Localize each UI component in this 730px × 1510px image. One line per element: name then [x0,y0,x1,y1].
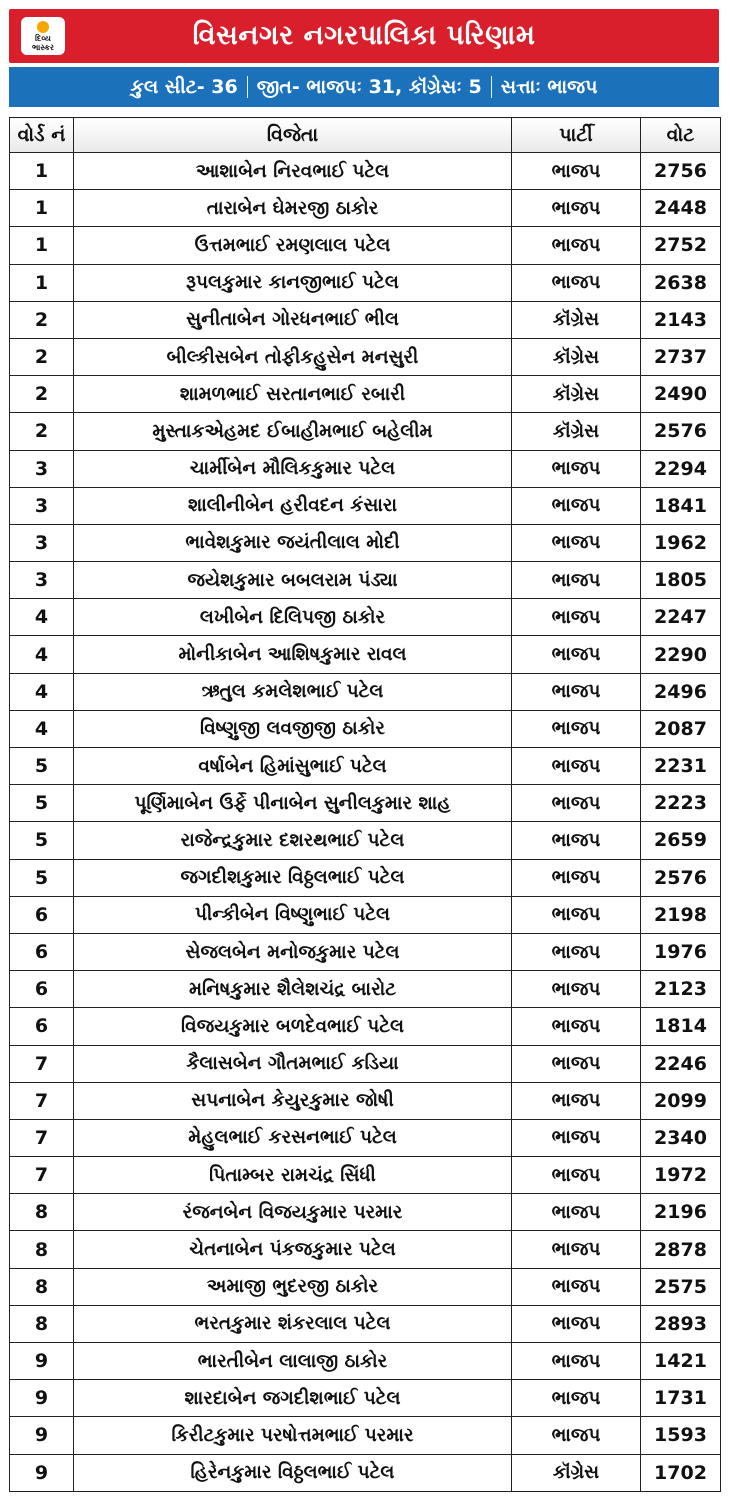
winner-name-cell: રૂપલકુમાર કાનજીભાઈ પટેલ [74,264,512,301]
ward-cell: 4 [10,636,74,673]
party-cell: ભાજપ [512,785,641,822]
table-row [10,1268,721,1305]
votes-cell: 1805 [641,562,721,599]
table-header-row [10,118,721,153]
results-table [9,117,721,1492]
winner-name-cell: લખીબેન દિલિપજી ઠાકોર [74,599,512,636]
party-cell: ભાજપ [512,227,641,264]
ward-cell: 8 [10,1268,74,1305]
table-row [10,1305,721,1342]
table-row [10,301,721,338]
votes-cell: 2246 [641,1045,721,1082]
votes-cell: 1976 [641,933,721,970]
winner-name-cell: ભરતકુમાર શંકરલાલ પટેલ [74,1305,512,1342]
winner-name-cell: વર્ષાબેન હિમાંસુભાઈ પટેલ [74,748,512,785]
party-cell: ભાજપ [512,896,641,933]
votes-cell: 1972 [641,1157,721,1194]
votes-cell: 2756 [641,153,721,190]
table-row [10,153,721,190]
votes-cell: 2893 [641,1305,721,1342]
ward-cell: 4 [10,710,74,747]
ward-cell: 8 [10,1231,74,1268]
party-cell: ભાજપ [512,599,641,636]
table-row [10,1231,721,1268]
divider [247,76,248,98]
party-cell: ભાજપ [512,1343,641,1380]
winner-name-cell: બીલ્કીસબેન તોફીકહુસેન મનસુરી [74,338,512,375]
party-cell: ભાજપ [512,1305,641,1342]
votes-cell: 2198 [641,896,721,933]
winner-name-cell: સેજલબેન મનોજકુમાર પટેલ [74,933,512,970]
party-cell: ભાજપ [512,1194,641,1231]
votes-cell: 2496 [641,673,721,710]
ward-cell: 5 [10,859,74,896]
winner-name-cell: કિરીટકુમાર પરષોત્તમભાઈ પરમાર [74,1417,512,1454]
party-cell: ભાજપ [512,1231,641,1268]
votes-cell: 2087 [641,710,721,747]
ward-cell: 3 [10,562,74,599]
table-row [10,264,721,301]
votes-cell: 2575 [641,1268,721,1305]
table-row [10,450,721,487]
winner-name-cell: તારાબેન ઘેમરજી ઠાકોર [74,190,512,227]
winner-name-cell: સપનાબેન કેયુરકુમાર જોષી [74,1082,512,1119]
winner-name-cell: ઉત્તમભાઈ રમણલાલ પટેલ [74,227,512,264]
table-body [10,153,721,1492]
ward-cell: 1 [10,264,74,301]
table-row [10,1008,721,1045]
votes-cell: 2878 [641,1231,721,1268]
table-row [10,785,721,822]
party-cell: ભાજપ [512,1119,641,1156]
ward-cell: 5 [10,748,74,785]
winner-name-cell: જગદીશકુમાર વિઠ્ઠલભાઈ પટેલ [74,859,512,896]
column-header-ward: વોર્ડ નં [10,118,74,153]
table-row [10,524,721,561]
summary-bar [9,67,719,107]
table-row [10,1194,721,1231]
table-row [10,1045,721,1082]
party-cell: ભાજપ [512,1417,641,1454]
winner-name-cell: અમાજી ભુદરજી ઠાકોર [74,1268,512,1305]
ward-cell: 4 [10,673,74,710]
table-row [10,599,721,636]
party-cell: કૉંગ્રેસ [512,338,641,375]
power-party: સત્તાઃ ભાજપ [500,76,598,98]
ward-cell: 8 [10,1305,74,1342]
table-row [10,748,721,785]
votes-cell: 2576 [641,413,721,450]
ward-cell: 5 [10,785,74,822]
ward-cell: 7 [10,1119,74,1156]
winner-name-cell: ચેતનાબેન પંકજકુમાર પટેલ [74,1231,512,1268]
ward-cell: 4 [10,599,74,636]
divider [491,76,492,98]
votes-cell: 2752 [641,227,721,264]
column-header-votes: વોટ [641,118,721,153]
winner-name-cell: મોનીકાબેન આશિષકુમાર રાવલ [74,636,512,673]
votes-cell: 2196 [641,1194,721,1231]
votes-cell: 1731 [641,1380,721,1417]
table-row [10,822,721,859]
party-cell: કૉંગ્રેસ [512,301,641,338]
table-row [10,1157,721,1194]
votes-cell: 2231 [641,748,721,785]
winner-name-cell: મનિષકુમાર શૈલેશચંદ્ર બારોટ [74,971,512,1008]
winner-name-cell: સુનીતાબેન ગોરધનભાઈ ભીલ [74,301,512,338]
party-cell: ભાજપ [512,487,641,524]
votes-cell: 2659 [641,822,721,859]
party-cell: ભાજપ [512,264,641,301]
winner-name-cell: કૈલાસબેન ગૌતમભાઈ કડિયા [74,1045,512,1082]
votes-cell: 2294 [641,450,721,487]
ward-cell: 1 [10,153,74,190]
logo-text-line2: ભાસ્કર [31,42,55,52]
ward-cell: 3 [10,450,74,487]
party-cell: ભાજપ [512,562,641,599]
winner-name-cell: પૂર્ણિમાબેન ઉર્ફે પીનાબેન સુનીલકુમાર શાહ [74,785,512,822]
total-seats: કુલ સીટ- 36 [130,76,238,98]
votes-cell: 1421 [641,1343,721,1380]
table-row [10,562,721,599]
party-cell: ભાજપ [512,1380,641,1417]
votes-cell: 2143 [641,301,721,338]
winner-name-cell: રંજનબેન વિજયકુમાર પરમાર [74,1194,512,1231]
party-cell: ભાજપ [512,1008,641,1045]
ward-cell: 8 [10,1194,74,1231]
divya-bhaskar-logo [21,17,65,55]
winner-name-cell: શારદાબેન જગદીશભાઈ પટેલ [74,1380,512,1417]
winner-name-cell: વિષ્ણુજી લવજીજી ઠાકોર [74,710,512,747]
ward-cell: 3 [10,524,74,561]
votes-cell: 2576 [641,859,721,896]
votes-cell: 2638 [641,264,721,301]
table-row [10,636,721,673]
ward-cell: 2 [10,376,74,413]
party-cell: કૉંગ્રેસ [512,413,641,450]
table-row [10,190,721,227]
winner-name-cell: મુસ્તાકએહમદ ઈબાહીમભાઈ બહેલીમ [74,413,512,450]
winner-name-cell: ભાવેશકુમાર જયંતીલાલ મોદી [74,524,512,561]
ward-cell: 3 [10,487,74,524]
winner-name-cell: મેહુલભાઈ કરસનભાઈ પટેલ [74,1119,512,1156]
table-row [10,487,721,524]
ward-cell: 9 [10,1417,74,1454]
winner-name-cell: ભારતીબેન લાલાજી ઠાકોર [74,1343,512,1380]
table-row [10,1082,721,1119]
table-row [10,1417,721,1454]
winner-name-cell: વિજયકુમાર બળદેવભાઈ પટેલ [74,1008,512,1045]
party-cell: ભાજપ [512,710,641,747]
table-row [10,1454,721,1491]
ward-cell: 1 [10,190,74,227]
votes-cell: 2247 [641,599,721,636]
table-row [10,376,721,413]
sun-icon [37,21,49,33]
votes-cell: 1841 [641,487,721,524]
table-row [10,227,721,264]
party-cell: ભાજપ [512,153,641,190]
votes-cell: 1962 [641,524,721,561]
winner-name-cell: આશાબેન નિરવભાઈ પટેલ [74,153,512,190]
party-cell: ભાજપ [512,971,641,1008]
party-cell: ભાજપ [512,190,641,227]
table-row [10,971,721,1008]
ward-cell: 2 [10,338,74,375]
table-row [10,1119,721,1156]
votes-cell: 2123 [641,971,721,1008]
table-row [10,338,721,375]
table-row [10,413,721,450]
votes-cell: 1702 [641,1454,721,1491]
party-cell: ભાજપ [512,748,641,785]
table-row [10,1380,721,1417]
table-row [10,710,721,747]
column-header-party: પાર્ટી [512,118,641,153]
winner-name-cell: ઋતુલ કમલેશભાઈ પટેલ [74,673,512,710]
votes-cell: 2737 [641,338,721,375]
ward-cell: 9 [10,1343,74,1380]
votes-cell: 2448 [641,190,721,227]
party-cell: ભાજપ [512,859,641,896]
votes-cell: 1814 [641,1008,721,1045]
votes-cell: 2290 [641,636,721,673]
party-cell: ભાજપ [512,636,641,673]
ward-cell: 6 [10,1008,74,1045]
party-cell: ભાજપ [512,1045,641,1082]
votes-cell: 2223 [641,785,721,822]
title-bar [9,9,719,63]
winner-name-cell: ચાર્મીબેન મૌલિકકુમાર પટેલ [74,450,512,487]
party-cell: ભાજપ [512,524,641,561]
votes-cell: 1593 [641,1417,721,1454]
winner-name-cell: શાલીનીબેન હરીવદન કંસારા [74,487,512,524]
table-row [10,1343,721,1380]
ward-cell: 2 [10,413,74,450]
won-counts: જીત- ભાજપઃ 31, કૉંગ્રેસઃ 5 [256,76,482,98]
party-cell: કૉંગ્રેસ [512,376,641,413]
ward-cell: 1 [10,227,74,264]
party-cell: ભાજપ [512,1082,641,1119]
page-title: વિસનગર નગરપાલિકા પરિણામ [192,20,536,51]
ward-cell: 7 [10,1082,74,1119]
party-cell: ભાજપ [512,822,641,859]
party-cell: ભાજપ [512,1268,641,1305]
ward-cell: 5 [10,822,74,859]
ward-cell: 6 [10,933,74,970]
ward-cell: 6 [10,896,74,933]
winner-name-cell: હિરેનકુમાર વિઠ્ઠલભાઈ પટેલ [74,1454,512,1491]
table-row [10,859,721,896]
ward-cell: 7 [10,1045,74,1082]
party-cell: કૉંગ્રેસ [512,1454,641,1491]
winner-name-cell: જયેશકુમાર બબલરામ પંડ્યા [74,562,512,599]
winner-name-cell: રાજેન્દ્રકુમાર દશરથભાઈ પટેલ [74,822,512,859]
logo-text-line1: દિવ્ય [35,33,51,43]
ward-cell: 7 [10,1157,74,1194]
winner-name-cell: પીન્કીબેન વિષ્ણુભાઈ પટેલ [74,896,512,933]
party-cell: ભાજપ [512,673,641,710]
winner-name-cell: પિતામ્બર રામચંદ્ર સિંધી [74,1157,512,1194]
column-header-winner: વિજેતા [74,118,512,153]
table-row [10,896,721,933]
party-cell: ભાજપ [512,933,641,970]
votes-cell: 2490 [641,376,721,413]
votes-cell: 2099 [641,1082,721,1119]
table-row [10,933,721,970]
ward-cell: 9 [10,1454,74,1491]
party-cell: ભાજપ [512,450,641,487]
table-row [10,673,721,710]
ward-cell: 6 [10,971,74,1008]
party-cell: ભાજપ [512,1157,641,1194]
ward-cell: 9 [10,1380,74,1417]
winner-name-cell: શામળભાઈ સરતાનભાઈ રબારી [74,376,512,413]
votes-cell: 2340 [641,1119,721,1156]
ward-cell: 2 [10,301,74,338]
